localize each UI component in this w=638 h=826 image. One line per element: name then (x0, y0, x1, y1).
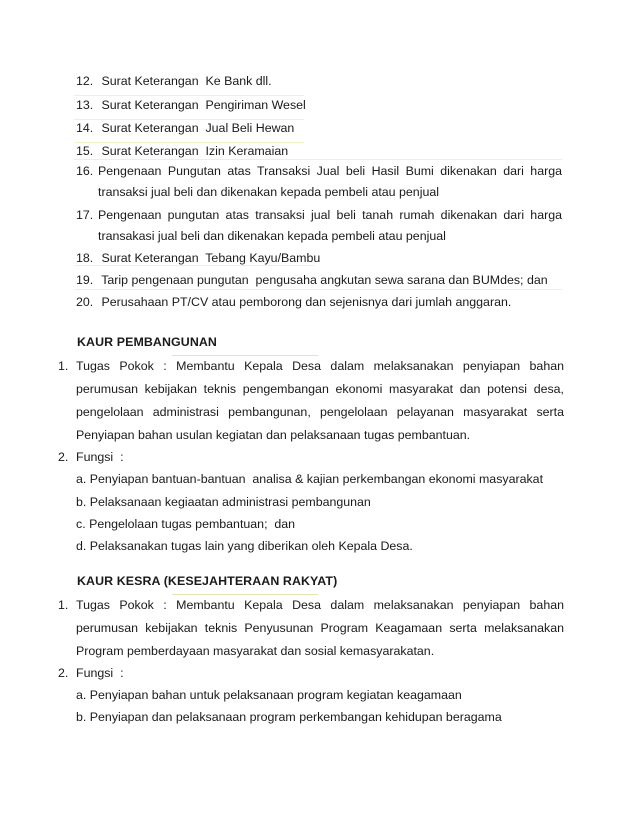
item-text-continuation: transaksi jual beli dan dikenakan kepada pembeli atau penjual (98, 185, 439, 199)
highlight-line (172, 355, 318, 356)
item-number: 20. (76, 295, 94, 309)
list-item (76, 250, 320, 266)
item-text: Surat Keterangan Jual Beli Hewan (101, 121, 295, 135)
fungsi-label: Fungsi : (76, 666, 124, 680)
section-heading-kesra: KAUR KESRA (KESEJAHTERAAN RAKYAT) (77, 574, 338, 588)
tugas-line: perumusan kebijakan teknis pengembangan ekonomi masyarakat dan potensi desa, (76, 382, 564, 396)
item-text: Perusahaan PT/CV atau pemborong dan sejenisnya dari jumlah anggaran. (101, 295, 512, 309)
item-number: 18. (76, 251, 94, 265)
fungsi-item: a. Penyiapan bantuan-bantuan analisa & kajian perkembangan ekonomi masyarakat (76, 472, 544, 486)
item-number: 19. (76, 273, 94, 287)
tugas-line: Penyiapan bahan usulan kegiatan dan pelaksanaan tugas pembantuan. (76, 428, 471, 442)
highlight-line (74, 289, 562, 290)
tugas-line: Program pemberdayaan masyarakat dan sosial kemasyarakatan. (76, 644, 435, 658)
list-item (76, 163, 98, 179)
item-text: Surat Keterangan Tebang Kayu/Bambu (101, 251, 321, 265)
tugas-line: pengelolaan administrasi pembangunan, pengelolaan pelayanan masyarakat serta (76, 405, 564, 419)
item-number: 14. (76, 121, 94, 135)
item-number: 15. (76, 144, 94, 158)
tugas-line: Tugas Pokok : Membantu Kepala Desa dalam melaksanakan penyiapan bahan (76, 359, 564, 373)
list-item (76, 207, 98, 223)
fungsi-item: d. Pelaksanakan tugas lain yang diberikan oleh Kepala Desa. (76, 539, 413, 553)
tugas-line: perumusan kebijakan teknis Penyusunan Program Keagamaan serta melaksanakan (76, 621, 564, 635)
item-text: Tarip pengenaan pungutan pengusaha angkutan sewa sarana dan BUMdes; dan (101, 273, 548, 287)
fungsi-item: b. Pelaksanaan kegiaatan administrasi pembangunan (76, 495, 371, 509)
tugas-number: 1. (58, 598, 69, 612)
fungsi-number: 2. (58, 666, 69, 680)
item-number: 12. (76, 74, 94, 88)
list-item (76, 120, 294, 136)
item-text: Pengenaan pungutan atas transaksi jual beli tanah rumah dikenakan dari harga (98, 208, 562, 222)
item-text: Surat Keterangan Izin Keramaian (101, 144, 289, 158)
item-number: 16. (76, 164, 94, 178)
list-item (76, 294, 511, 310)
item-text-continuation: transakasi jual beli dan dikenakan kepada pembeli atau penjual (98, 229, 446, 243)
item-number: 17. (76, 208, 94, 222)
tugas-line: Tugas Pokok : Membantu Kepala Desa dalam melaksanakan penyiapan bahan (76, 598, 564, 612)
fungsi-item: a. Penyiapan bahan untuk pelaksanaan program kegiatan keagamaan (76, 688, 462, 702)
highlight-line (74, 159, 562, 160)
fungsi-item: b. Penyiapan dan pelaksanaan program perkembangan kehidupan beragama (76, 710, 502, 724)
tugas-number: 1. (58, 359, 69, 373)
highlight-line (74, 95, 304, 96)
item-text: Surat Keterangan Ke Bank dll. (101, 74, 272, 88)
list-item (76, 73, 272, 89)
list-item (76, 272, 548, 288)
fungsi-number: 2. (58, 450, 69, 464)
list-item (76, 97, 306, 113)
item-number: 13. (76, 98, 94, 112)
fungsi-label: Fungsi : (76, 450, 124, 464)
highlight-line (172, 594, 318, 595)
fungsi-item: c. Pengelolaan tugas pembantuan; dan (76, 517, 296, 531)
item-text: Pengenaan Pungutan atas Transaksi Jual beli Hasil Bumi dikenakan dari harga (98, 164, 562, 178)
section-heading-pembangunan: KAUR PEMBANGUNAN (77, 335, 217, 349)
item-text: Surat Keterangan Pengiriman Wesel (101, 98, 306, 112)
list-item (76, 143, 288, 159)
